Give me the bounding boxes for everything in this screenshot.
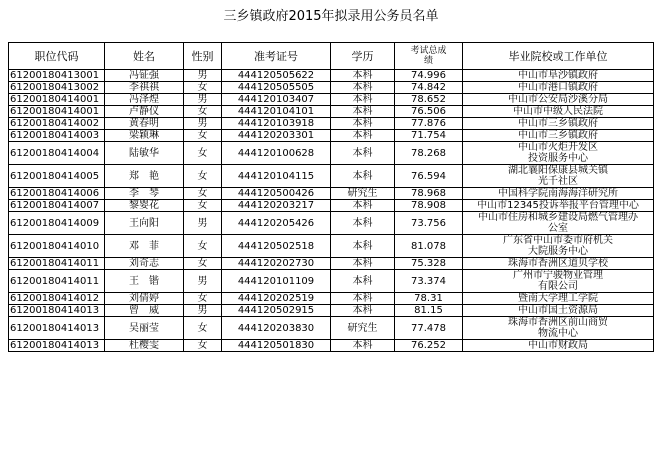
cell-exam-id: 444120505505 [222, 82, 331, 94]
cell-education: 本科 [331, 142, 395, 165]
cell-unit [463, 235, 654, 258]
cell-unit [463, 293, 654, 305]
cell-gender: 女 [184, 106, 222, 118]
table-row [9, 106, 654, 118]
cell-exam-id: 444120202519 [222, 293, 331, 305]
cell-code: 61200180414001 [9, 106, 105, 118]
table-row [9, 142, 654, 165]
cell-unit-line: 投资服务中心 [528, 153, 588, 164]
cell-score: 77.876 [395, 118, 463, 130]
table-row [9, 305, 654, 317]
cell-unit-line: 珠海市香洲区前山商贸 [508, 317, 608, 328]
cell-education: 本科 [331, 235, 395, 258]
cell-name: 梁颖琳 [105, 130, 184, 142]
header-name: 姓名 [105, 43, 184, 70]
cell-exam-id: 444120501830 [222, 340, 331, 352]
cell-unit [463, 94, 654, 106]
cell-education: 本科 [331, 340, 395, 352]
table-row [9, 200, 654, 212]
cell-code: 61200180414011 [9, 258, 105, 270]
cell-code: 61200180413001 [9, 70, 105, 82]
cell-exam-id: 444120203217 [222, 200, 331, 212]
table-row [9, 82, 654, 94]
cell-score: 76.252 [395, 340, 463, 352]
cell-name: 杜樱雯 [105, 340, 184, 352]
table-row [9, 317, 654, 340]
cell-unit-line: 中山市住房和城乡建设局燃气管理办 [478, 212, 638, 223]
cell-unit [463, 82, 654, 94]
cell-gender: 女 [184, 82, 222, 94]
cell-unit [463, 106, 654, 118]
cell-score: 78.268 [395, 142, 463, 165]
cell-unit [463, 130, 654, 142]
table-row [9, 235, 654, 258]
cell-education: 研究生 [331, 188, 395, 200]
cell-unit [463, 142, 654, 165]
page-title: 三乡镇政府2015年拟录用公务员名单 [223, 9, 439, 24]
cell-exam-id: 444120502915 [222, 305, 331, 317]
cell-code: 61200180414013 [9, 340, 105, 352]
table-row [9, 340, 654, 352]
cell-education: 本科 [331, 118, 395, 130]
cell-unit-line: 有限公司 [538, 281, 578, 292]
cell-unit-line: 大院服务中心 [528, 246, 588, 257]
cell-exam-id: 444120203830 [222, 317, 331, 340]
cell-score: 75.328 [395, 258, 463, 270]
cell-score: 81.078 [395, 235, 463, 258]
cell-exam-id: 444120104115 [222, 165, 331, 188]
cell-gender: 女 [184, 235, 222, 258]
cell-score: 78.908 [395, 200, 463, 212]
cell-unit-line: 中山市财政局 [528, 340, 588, 351]
cell-unit [463, 188, 654, 200]
cell-unit [463, 70, 654, 82]
cell-unit-line: 中山市三乡镇政府 [518, 118, 598, 129]
cell-education: 本科 [331, 130, 395, 142]
cell-name: 李祺祺 [105, 82, 184, 94]
cell-unit [463, 340, 654, 352]
cell-score: 74.842 [395, 82, 463, 94]
cell-name: 卢静仪 [105, 106, 184, 118]
candidate-table [8, 42, 654, 352]
cell-code: 61200180414010 [9, 235, 105, 258]
cell-name: 黄春明 [105, 118, 184, 130]
cell-unit-line: 中国科学院南海海洋研究所 [498, 188, 618, 199]
cell-gender: 女 [184, 142, 222, 165]
cell-code: 61200180414004 [9, 142, 105, 165]
table-row [9, 293, 654, 305]
cell-code: 61200180413002 [9, 82, 105, 94]
cell-unit [463, 270, 654, 293]
cell-code: 61200180414005 [9, 165, 105, 188]
cell-unit [463, 212, 654, 235]
cell-gender: 男 [184, 70, 222, 82]
cell-unit-line: 公室 [548, 223, 568, 234]
cell-score: 81.15 [395, 305, 463, 317]
cell-name: 吴丽莹 [105, 317, 184, 340]
cell-score: 74.996 [395, 70, 463, 82]
cell-gender: 男 [184, 270, 222, 293]
cell-code: 61200180414013 [9, 317, 105, 340]
cell-education: 本科 [331, 305, 395, 317]
cell-score: 78.31 [395, 293, 463, 305]
header-unit: 毕业院校或工作单位 [463, 43, 654, 70]
cell-unit [463, 317, 654, 340]
cell-education: 本科 [331, 94, 395, 106]
table-row [9, 130, 654, 142]
cell-gender: 女 [184, 340, 222, 352]
cell-name: 王 锴 [105, 270, 184, 293]
cell-name: 黎婴花 [105, 200, 184, 212]
cell-score: 71.754 [395, 130, 463, 142]
header-code: 职位代码 [9, 43, 105, 70]
cell-name: 冯泽煌 [105, 94, 184, 106]
cell-code: 61200180414013 [9, 305, 105, 317]
table-row [9, 270, 654, 293]
cell-score: 77.478 [395, 317, 463, 340]
cell-code: 61200180414007 [9, 200, 105, 212]
cell-name: 王向阳 [105, 212, 184, 235]
cell-unit-line: 中山市国土资源局 [518, 305, 598, 316]
cell-gender: 女 [184, 165, 222, 188]
cell-score: 73.756 [395, 212, 463, 235]
cell-unit-line: 广州市宁骏物业管理 [513, 270, 603, 281]
cell-name: 刘倩婷 [105, 293, 184, 305]
cell-unit [463, 305, 654, 317]
cell-gender: 女 [184, 130, 222, 142]
header-education: 学历 [331, 43, 395, 70]
cell-exam-id: 444120103407 [222, 94, 331, 106]
cell-education: 本科 [331, 258, 395, 270]
cell-score: 76.594 [395, 165, 463, 188]
cell-gender: 女 [184, 317, 222, 340]
table-row [9, 188, 654, 200]
header-score [395, 43, 463, 70]
cell-score: 78.652 [395, 94, 463, 106]
header-score-label: 考试总成绩 [410, 46, 447, 66]
cell-name: 陆敏华 [105, 142, 184, 165]
cell-code: 61200180414001 [9, 94, 105, 106]
cell-gender: 男 [184, 212, 222, 235]
cell-score: 78.968 [395, 188, 463, 200]
header-exam-id: 准考证号 [222, 43, 331, 70]
table-row [9, 118, 654, 130]
cell-unit-line: 光千社区 [538, 176, 578, 187]
cell-exam-id: 444120203301 [222, 130, 331, 142]
cell-exam-id: 444120505622 [222, 70, 331, 82]
cell-name: 曾 威 [105, 305, 184, 317]
cell-exam-id: 444120103918 [222, 118, 331, 130]
cell-unit [463, 118, 654, 130]
cell-exam-id: 444120502518 [222, 235, 331, 258]
table-row [9, 212, 654, 235]
cell-unit [463, 258, 654, 270]
cell-exam-id: 444120101109 [222, 270, 331, 293]
cell-education: 本科 [331, 293, 395, 305]
table-body [9, 70, 654, 352]
table-header-row [9, 43, 654, 70]
cell-gender: 男 [184, 118, 222, 130]
cell-code: 61200180414011 [9, 270, 105, 293]
cell-exam-id: 444120104101 [222, 106, 331, 118]
table-row [9, 258, 654, 270]
cell-unit-line: 中山市公安局沙溪分局 [508, 94, 608, 105]
cell-education: 本科 [331, 212, 395, 235]
cell-unit-line: 广东省中山市委市府机关 [503, 235, 613, 246]
header-gender: 性别 [184, 43, 222, 70]
cell-exam-id: 444120500426 [222, 188, 331, 200]
cell-unit [463, 200, 654, 212]
cell-unit-line: 中山市中级人民法院 [513, 106, 603, 117]
cell-education: 研究生 [331, 317, 395, 340]
table-row [9, 165, 654, 188]
cell-education: 本科 [331, 165, 395, 188]
cell-exam-id: 444120205426 [222, 212, 331, 235]
cell-gender: 女 [184, 258, 222, 270]
cell-name: 郑 艳 [105, 165, 184, 188]
table-row [9, 94, 654, 106]
cell-unit-line: 暨南大学理工学院 [518, 293, 598, 304]
cell-gender: 男 [184, 305, 222, 317]
cell-gender: 男 [184, 94, 222, 106]
cell-unit-line: 中山市火炬开发区 [518, 142, 598, 153]
cell-unit-line: 中山市阜沙镇政府 [518, 70, 598, 81]
cell-education: 本科 [331, 200, 395, 212]
cell-unit [463, 165, 654, 188]
cell-code: 61200180414003 [9, 130, 105, 142]
cell-name: 李 琴 [105, 188, 184, 200]
cell-code: 61200180414009 [9, 212, 105, 235]
cell-name: 刘奇志 [105, 258, 184, 270]
cell-code: 61200180414006 [9, 188, 105, 200]
cell-education: 本科 [331, 82, 395, 94]
cell-unit-line: 物流中心 [538, 328, 578, 339]
cell-exam-id: 444120100628 [222, 142, 331, 165]
cell-name: 冯钲强 [105, 70, 184, 82]
cell-education: 本科 [331, 70, 395, 82]
cell-unit-line: 中山市港口镇政府 [518, 82, 598, 93]
cell-name: 邓 菲 [105, 235, 184, 258]
cell-exam-id: 444120202730 [222, 258, 331, 270]
cell-score: 76.506 [395, 106, 463, 118]
table-row [9, 70, 654, 82]
cell-score: 73.374 [395, 270, 463, 293]
cell-unit-line: 湖北襄阳保康县城关镇 [508, 165, 608, 176]
cell-code: 61200180414012 [9, 293, 105, 305]
cell-gender: 女 [184, 188, 222, 200]
cell-gender: 女 [184, 200, 222, 212]
cell-unit-line: 中山市12345投诉举报平台管理中心 [477, 200, 639, 211]
cell-gender: 女 [184, 293, 222, 305]
cell-unit-line: 珠海市香洲区道贝学校 [508, 258, 608, 269]
cell-education: 本科 [331, 270, 395, 293]
cell-education: 本科 [331, 106, 395, 118]
cell-unit-line: 中山市三乡镇政府 [518, 130, 598, 141]
cell-code: 61200180414002 [9, 118, 105, 130]
